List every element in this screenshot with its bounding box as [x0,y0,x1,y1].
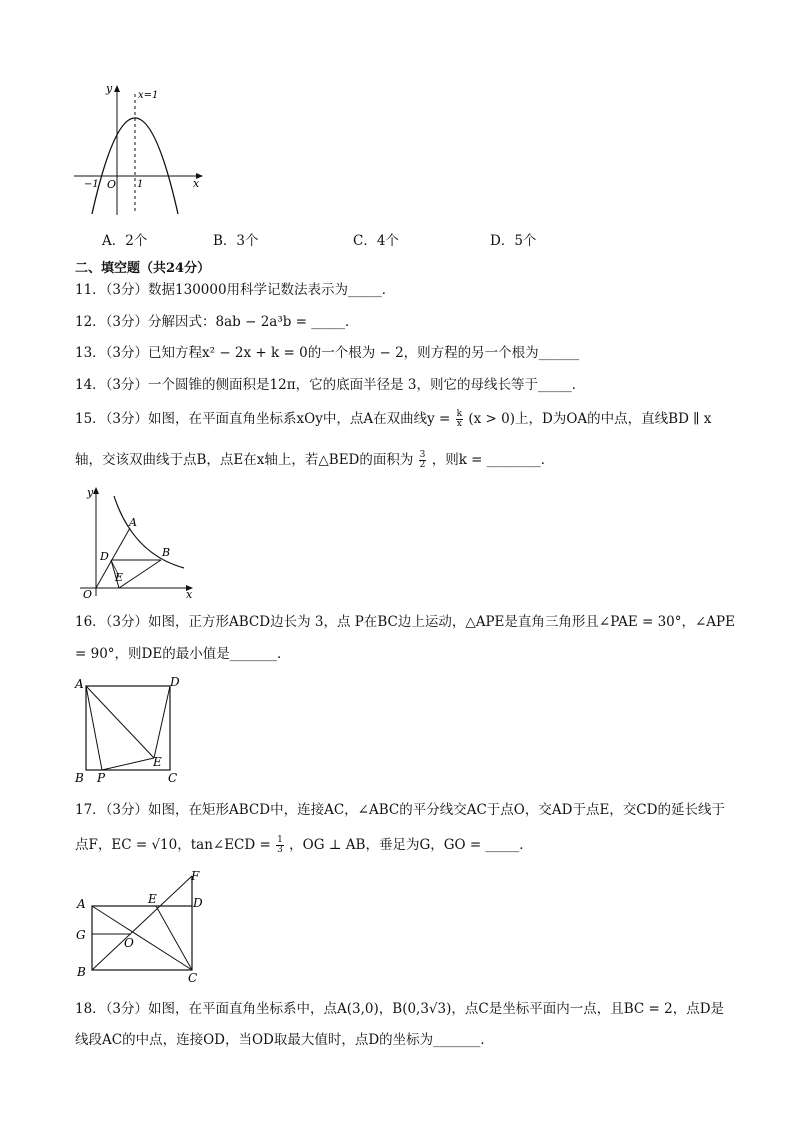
point-A: A [129,516,137,529]
q17-text-a: 点F，EC = √10，tan∠ECD = [75,837,271,853]
y-label: y [87,486,94,499]
question-11: 11．（3分）数据130000用科学记数法表示为_____． [75,282,396,298]
y-label: y [106,82,113,95]
q15-fraction-3-2 [419,451,427,470]
question-16-line1: 16．（3分）如图，正方形ABCD边长为 3，点 P在BC边上运动，△APE是直角三角形且∠PAE = 30°，∠APE [75,614,735,630]
hyperbola-curve [114,496,184,568]
question-16-line2: = 90°，则DE的最小值是_______． [75,646,291,662]
question-18-line1: 18．（3分）如图，在平面直角坐标系中，点A(3,0)，B(0,3√3)，点C是坐标平面内一点，且BC = 2，点D是 [75,1001,725,1017]
point-D: D [100,550,109,563]
x-label: x [193,177,200,190]
point-P: P [97,771,106,785]
segment-EB [119,560,161,588]
choice-b[interactable]: B．3个 [213,233,259,249]
segment-AC [92,906,192,970]
question-14: 14．（3分）一个圆锥的侧面积是12π，它的底面半径是 3，则它的母线长等于_____． [75,377,586,393]
x-label: x [186,588,193,601]
segment-EC [156,906,192,970]
segment-DE [154,686,170,758]
question-18-line2: 线段AC的中点，连接OD，当OD取最大值时，点D的坐标为_______． [75,1032,494,1048]
point-B: B [162,546,171,559]
q17-frac-num: 1 [277,835,283,845]
choice-a[interactable]: A．2个 [102,233,148,249]
origin-label: O [107,178,117,191]
q15-frac2-den: 2 [419,460,426,470]
q17-fraction-1-3 [276,836,284,855]
point-O: O [124,936,134,950]
q15-fraction-kx [456,410,463,429]
segment-BF [92,876,192,970]
point-E: E [148,892,157,906]
hyperbola-figure [78,484,198,602]
q15-text-c: 轴，交该双曲线于点B，点E在x轴上，若△BED的面积为 [75,452,414,468]
choice-c[interactable]: C．4个 [353,233,399,249]
point-D: D [170,675,180,689]
tick-1: 1 [137,179,144,190]
question-17-line1: 17．（3分）如图，在矩形ABCD中，连接AC，∠ABC的平分线交AC于点O，交AD于点E，交CD的延长线于 [75,802,725,818]
q15-text-b: (x > 0)上，D为OA的中点，直线BD ∥ x [468,411,712,427]
section-title: 二、填空题（共24分） [75,261,211,276]
point-G: G [76,928,86,942]
point-D: D [193,896,203,910]
tick-neg1: −1 [84,179,99,190]
point-A: A [75,677,84,691]
q15-frac-den: x [456,419,462,429]
rectangle-figure [72,866,212,984]
segment-AP [86,686,102,770]
point-C: C [188,971,198,984]
point-E: E [153,755,162,769]
question-17-line2 [75,836,533,855]
square-figure [72,674,187,786]
point-C: C [168,771,178,785]
question-15-line2 [75,451,554,470]
choice-d[interactable]: D．5个 [490,233,537,249]
y-axis-arrow [93,487,99,494]
symmetry-label: x=1 [138,90,159,101]
q15-text-d: ，则k = ________． [431,452,555,468]
question-13: 13．（3分）已知方程x² − 2x + k = 0的一个根为 − 2，则方程的另一个根为______ [75,345,580,361]
point-E: E [115,571,124,584]
point-F: F [191,869,200,883]
q15-frac-num: k [456,409,463,419]
question-12: 12．（3分）分解因式：8ab − 2a³b = _____． [75,314,359,330]
point-B: B [75,771,84,785]
y-axis-arrow [114,85,120,92]
q15-frac2-num: 3 [419,450,426,460]
origin-label: O [83,588,93,601]
segment-AE [86,686,154,758]
point-A: A [77,897,86,911]
q17-text-b: ，OG ⊥ AB，垂足为G，GO = _____． [289,837,533,853]
parabola-figure [72,80,207,220]
q15-text-a: 15．（3分）如图，在平面直角坐标系xOy中，点A在双曲线y = [75,411,451,427]
segment-PE [102,758,154,770]
q17-frac-den: 3 [277,845,283,855]
point-B: B [77,965,86,979]
question-15-line1 [75,410,711,429]
